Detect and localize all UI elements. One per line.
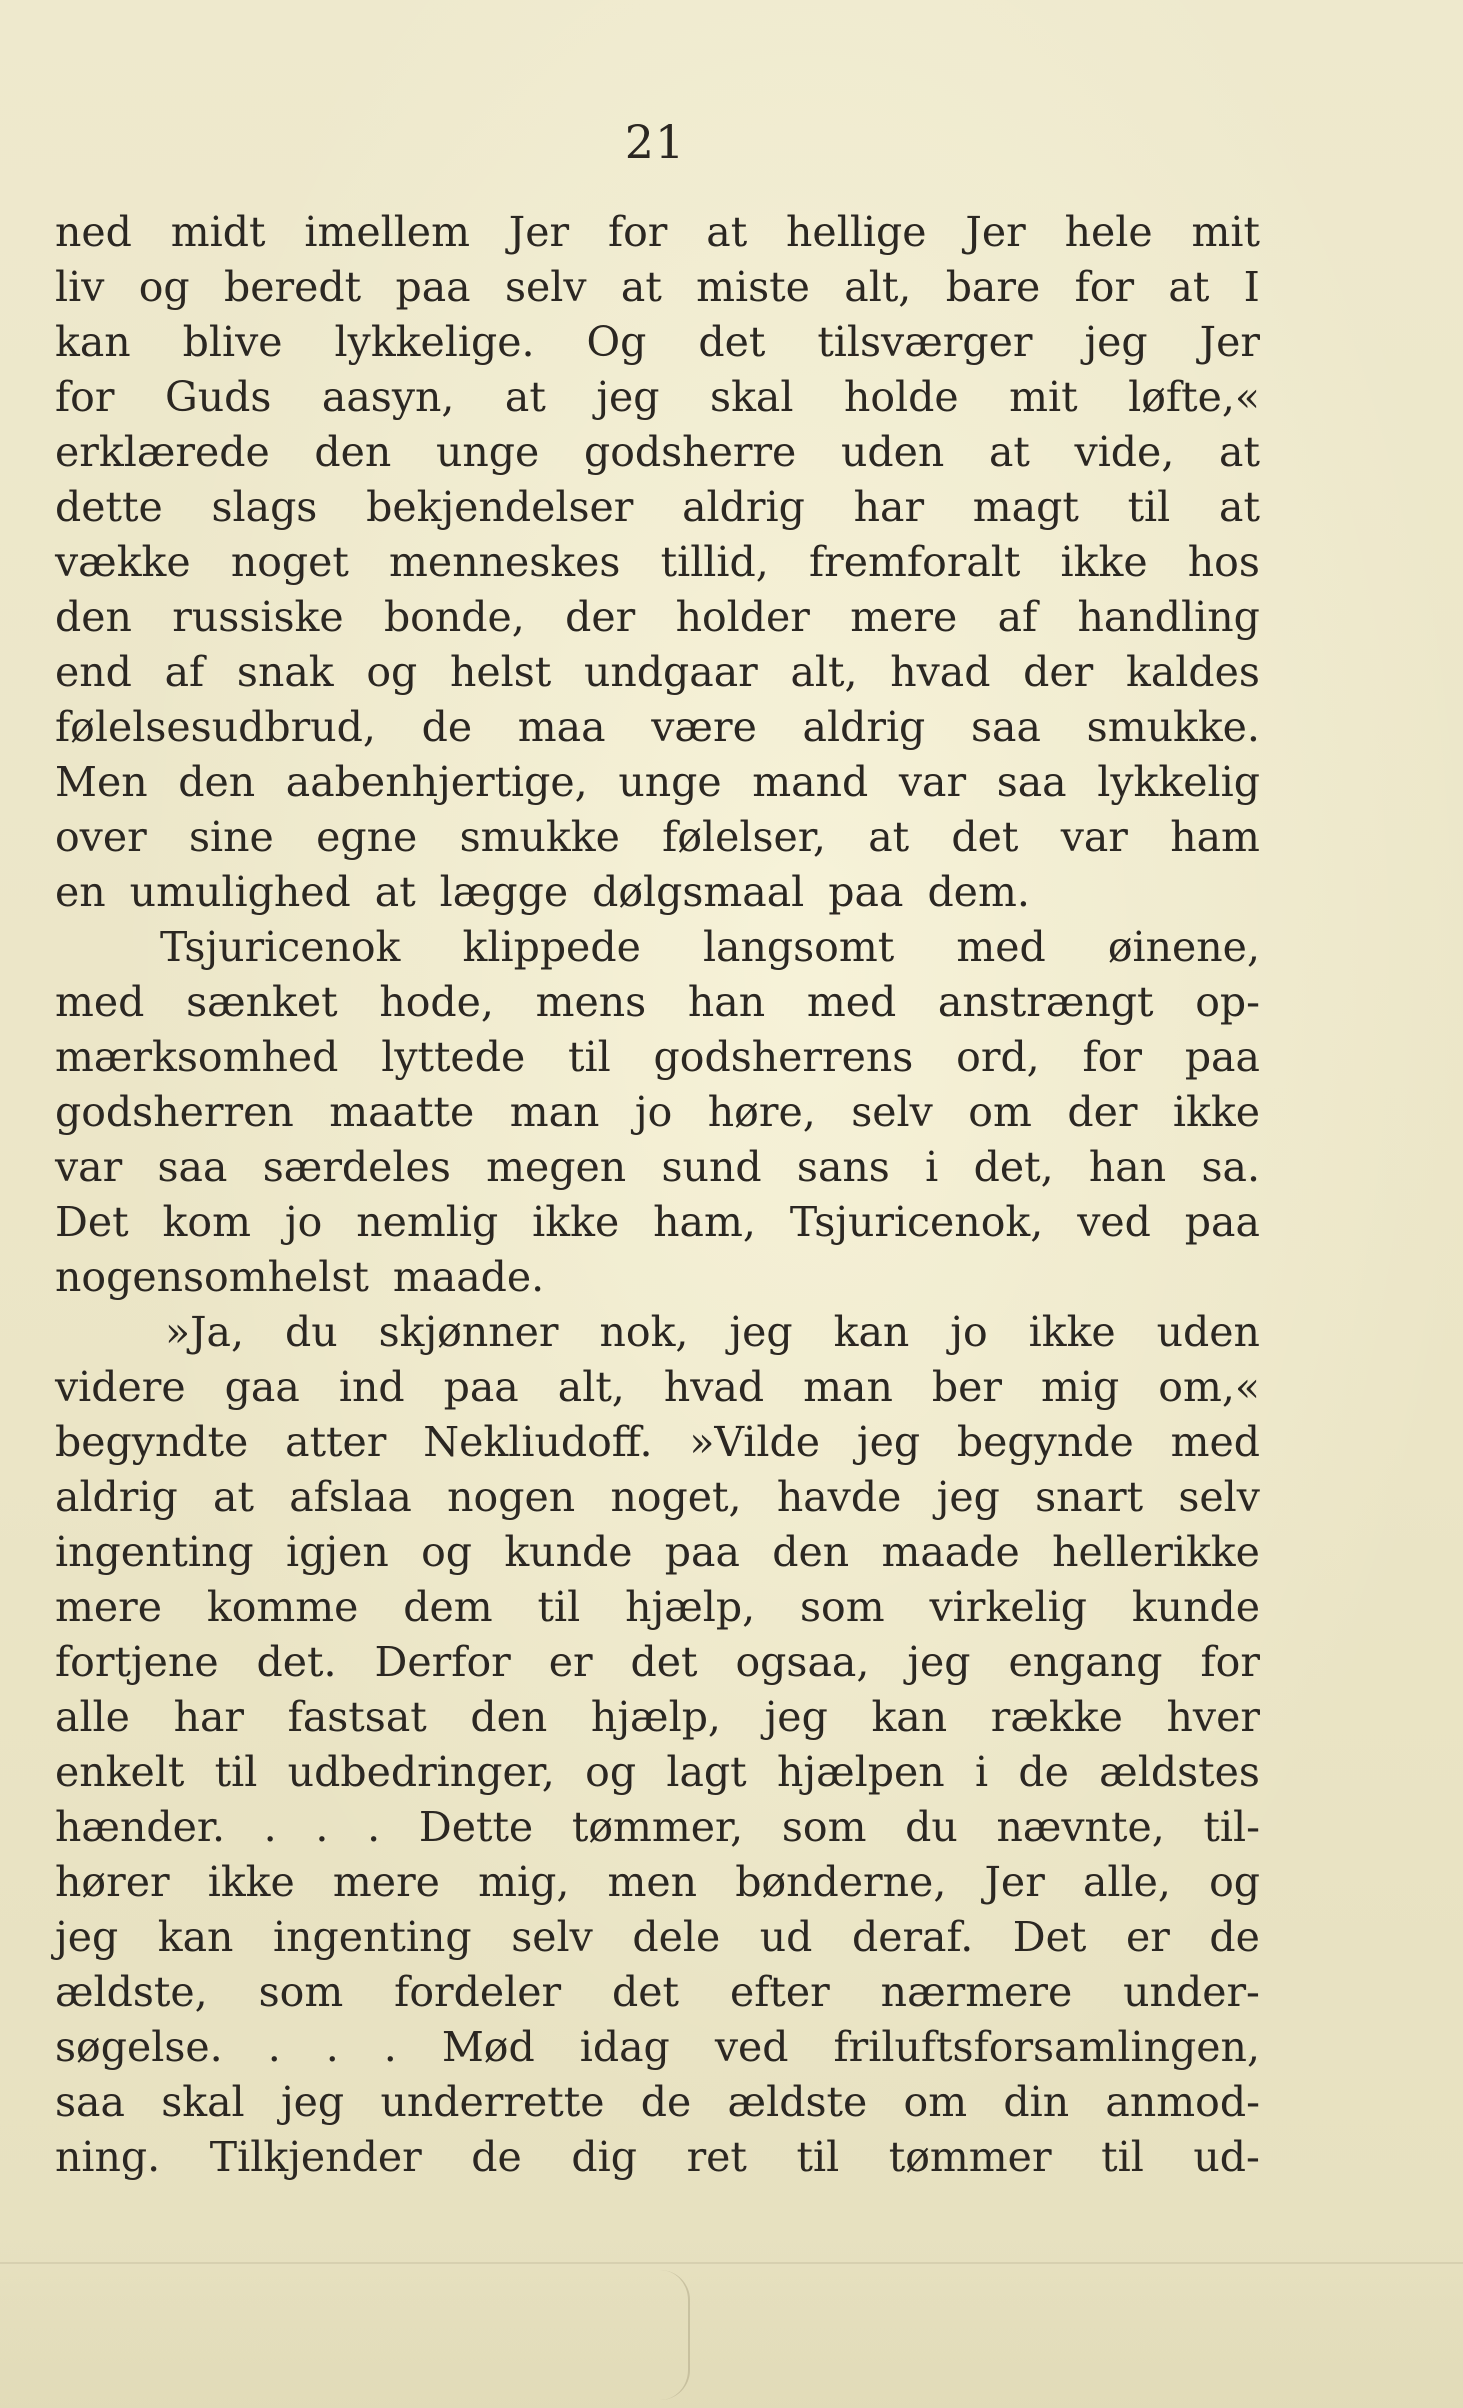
text-line: mere komme dem til hjælp, som virkelig kunde: [55, 1583, 1260, 1631]
body-text: [55, 205, 1260, 2185]
text-line: var saa særdeles megen sund sans i det, han sa.: [55, 1143, 1260, 1191]
text-line: Det kom jo nemlig ikke ham, Tsjuricenok, ved paa: [55, 1198, 1260, 1246]
text-line: søgelse. . . . Mød idag ved friluftsforsamlingen,: [55, 2023, 1260, 2071]
text-line: fortjene det. Derfor er det ogsaa, jeg engang for: [55, 1638, 1260, 1686]
text-line: ældste, som fordeler det efter nærmere under-: [55, 1968, 1260, 2016]
text-line: Tsjuricenok klippede langsomt med øinene,: [160, 923, 1260, 971]
text-line: med sænket hode, mens han med anstrængt op-: [55, 978, 1260, 1026]
text-line: over sine egne smukke følelser, at det var ham: [55, 813, 1260, 861]
text-line: aldrig at afslaa nogen noget, havde jeg snart selv: [55, 1473, 1260, 1521]
text-line: saa skal jeg underrette de ældste om din anmod-: [55, 2078, 1260, 2126]
text-line: ning. Tilkjender de dig ret til tømmer til ud-: [55, 2133, 1260, 2181]
text-line: vække noget menneskes tillid, fremforalt ikke hos: [55, 538, 1260, 586]
text-line: liv og beredt paa selv at miste alt, bare for at I: [55, 263, 1260, 311]
text-line: erklærede den unge godsherre uden at vide, at: [55, 428, 1260, 476]
text-line: enkelt til udbedringer, og lagt hjælpen i de ældstes: [55, 1748, 1260, 1796]
text-line: ingenting igjen og kunde paa den maade hellerikke: [55, 1528, 1260, 1576]
text-line: hænder. . . . Dette tømmer, som du nævnte, til-: [55, 1803, 1260, 1851]
text-line: den russiske bonde, der holder mere af handling: [55, 593, 1260, 641]
page-bottom-stain: [0, 2240, 1463, 2408]
text-line: end af snak og helst undgaar alt, hvad der kaldes: [55, 648, 1260, 696]
text-line: nogensomhelst maade.: [55, 1253, 545, 1301]
page-fold-curve: [640, 2270, 690, 2400]
text-line: jeg kan ingenting selv dele ud deraf. Det er de: [55, 1913, 1260, 1961]
text-line: begyndte atter Nekliudoff. »Vilde jeg begynde med: [55, 1418, 1260, 1466]
text-line: mærksomhed lyttede til godsherrens ord, for paa: [55, 1033, 1260, 1081]
text-line: en umulighed at lægge dølgsmaal paa dem.: [55, 868, 1030, 916]
text-line: følelsesudbrud, de maa være aldrig saa smukke.: [55, 703, 1260, 751]
text-line: for Guds aasyn, at jeg skal holde mit løfte,«: [55, 373, 1260, 421]
page-fold-line: [0, 2262, 1463, 2264]
text-line: videre gaa ind paa alt, hvad man ber mig om,«: [55, 1363, 1260, 1411]
text-line: hører ikke mere mig, men bønderne, Jer alle, og: [55, 1858, 1260, 1906]
page-number: 21: [624, 115, 686, 169]
text-line: godsherren maatte man jo høre, selv om der ikke: [55, 1088, 1260, 1136]
text-line: kan blive lykkelige. Og det tilsværger jeg Jer: [55, 318, 1260, 366]
text-line: Men den aabenhjertige, unge mand var saa lykkelig: [55, 758, 1260, 806]
text-line: ned midt imellem Jer for at hellige Jer hele mit: [55, 208, 1260, 256]
text-line: alle har fastsat den hjælp, jeg kan række hver: [55, 1693, 1260, 1741]
text-line: »Ja, du skjønner nok, jeg kan jo ikke uden: [165, 1308, 1260, 1356]
text-line: dette slags bekjendelser aldrig har magt til at: [55, 483, 1260, 531]
